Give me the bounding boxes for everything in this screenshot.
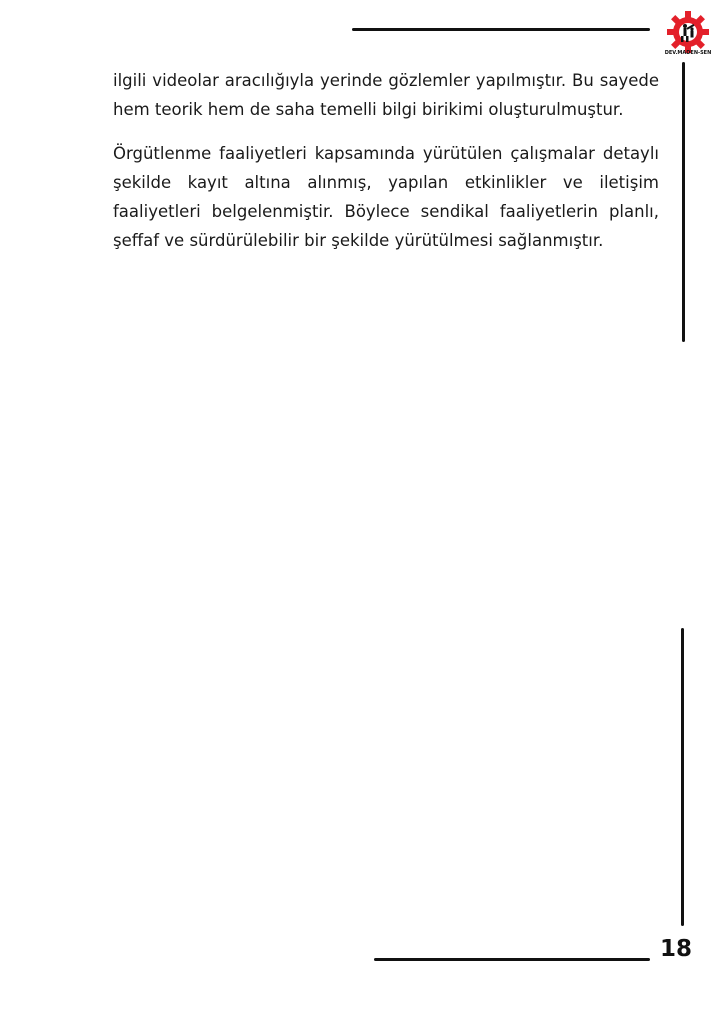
footer-rule xyxy=(374,958,650,961)
side-rule-top xyxy=(682,62,685,342)
gear-worker-logo-icon xyxy=(664,8,712,56)
page-number: 18 xyxy=(660,936,693,962)
header-rule xyxy=(352,28,650,31)
side-rule-bottom xyxy=(681,628,684,926)
paragraph: ilgili videolar aracılığıyla yerinde gözlemler yapılmıştır. Bu sayede hem teorik hem de saha temelli bilgi birikimi oluşturulmuştur. xyxy=(113,71,659,119)
logo-text: DEV.MADEN-SEN xyxy=(664,50,712,56)
paragraph: Örgütlenme faaliyetleri kapsamında yürütülen çalışmalar detaylı şekilde kayıt altına alınmış, yapılan etkinlikler ve iletişim faaliyetleri belgelenmiştir. Böylece sendikal faaliyetlerin planlı, şeffaf ve sürdürülebilir bir şekilde yürütülmesi sağlanmıştır. xyxy=(113,144,659,250)
body-text xyxy=(113,66,659,270)
